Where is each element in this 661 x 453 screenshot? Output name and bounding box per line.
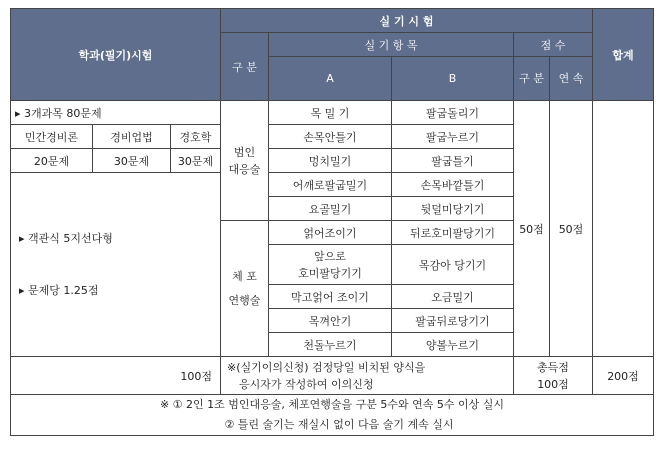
total-header: 합계: [593, 9, 654, 101]
item-b: 손목바깥틀기: [392, 173, 514, 197]
item-b: 양볼누르기: [392, 333, 514, 357]
score-consecutive-value: 50점: [550, 101, 593, 357]
item-a: 손목안틀기: [269, 125, 392, 149]
score-category-header: 구 분: [514, 57, 550, 101]
written-details: [11, 173, 221, 357]
written-overview: ▸ 3개과목 80문제: [11, 101, 221, 125]
item-b: 팔굽틀기: [392, 149, 514, 173]
subject-count: 30문제: [171, 149, 221, 173]
subject-count: 20문제: [11, 149, 93, 173]
subject-header: 학과(필기)시험: [11, 9, 221, 101]
subject-name: 경호학: [171, 125, 221, 149]
item-a: 어깨로팔굽밀기: [269, 173, 392, 197]
format-text: ▸ 객관식 5지선다형: [19, 231, 113, 245]
objection-note: ※(실기이의신청) 검정당일 비치된 양식을 응시자가 작성하여 이의신청: [221, 357, 514, 395]
subject-count: 30문제: [93, 149, 171, 173]
practical-header: 실 기 시 험: [221, 9, 593, 33]
item-b: 뒷덜미당기기: [392, 197, 514, 221]
item-b: 뒤로호미팔당기기: [392, 221, 514, 245]
notes-row: [11, 395, 654, 436]
item-a: 앞으로 호미팔당기기: [269, 245, 392, 285]
item-b: 팔굽뒤로당기기: [392, 309, 514, 333]
exam-table: [10, 8, 654, 436]
written-total: 100점: [11, 357, 221, 395]
note-line-1: ※ ① 2인 1조 범인대응술, 체포연행술을 구분 5수와 연속 5수 이상 실시: [159, 398, 505, 411]
grand-total: 200점: [593, 357, 654, 395]
category-header: 구 분: [221, 33, 269, 101]
subject-name: 경비업법: [93, 125, 171, 149]
item-b: 팔굽돌리기: [392, 101, 514, 125]
item-a: 막고얽어 조이기: [269, 285, 392, 309]
totals-row: [11, 357, 654, 395]
group-arrest-escort: 체 포 연행술: [221, 221, 269, 357]
table-row: [11, 101, 654, 125]
score-category-value: 50점: [514, 101, 550, 357]
note-line-2: ② 틀린 술기는 재실시 없이 다음 술기 계속 실시: [224, 418, 454, 431]
item-a: 요골밀기: [269, 197, 392, 221]
score-consecutive-header: 연 속: [550, 57, 593, 101]
col-b-header: B: [392, 57, 514, 101]
notes: [11, 395, 654, 436]
total-score: 총득점 100점: [514, 357, 593, 395]
total-empty: [593, 101, 654, 357]
item-a: 목 밀 기: [269, 101, 392, 125]
points-text: ▸ 문제당 1.25점: [19, 283, 99, 297]
item-a: 목껴안기: [269, 309, 392, 333]
item-b: 오금밀기: [392, 285, 514, 309]
practical-items-header: 실 기 항 목: [269, 33, 514, 57]
item-a: 멍치밀기: [269, 149, 392, 173]
col-a-header: A: [269, 57, 392, 101]
item-a: 천돌누르기: [269, 333, 392, 357]
subject-name: 민간경비론: [11, 125, 93, 149]
item-a: 얽어조이기: [269, 221, 392, 245]
item-b: 목감아 당기기: [392, 245, 514, 285]
item-b: 팔굽누르기: [392, 125, 514, 149]
header-row-1: [11, 9, 654, 33]
group-arrest: 범인 대응술: [221, 101, 269, 221]
score-header: 점 수: [514, 33, 593, 57]
